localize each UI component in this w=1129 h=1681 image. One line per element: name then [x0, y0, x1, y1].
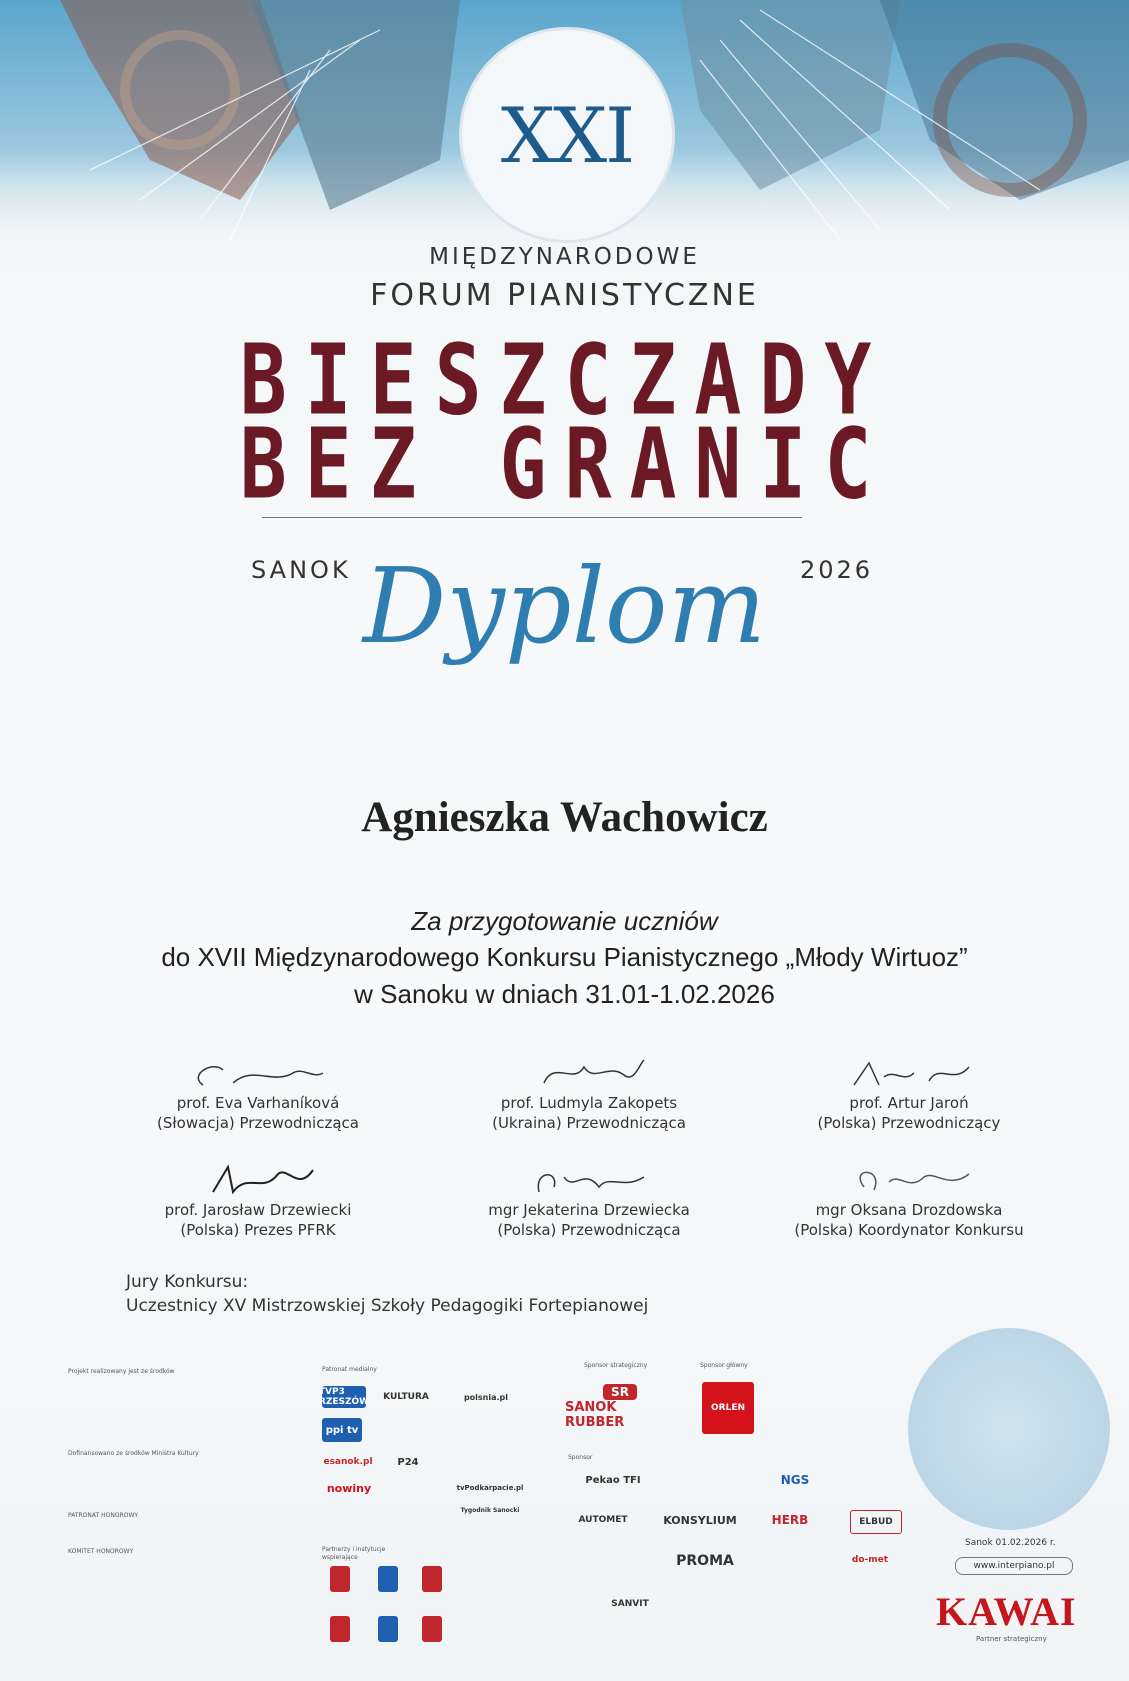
strategic-sponsor-label: Sponsor strategiczny	[584, 1362, 648, 1369]
handwritten-signature	[183, 1162, 333, 1200]
signatory-name: prof. Jarosław Drzewiecki	[164, 1201, 352, 1219]
kultura-logo: KULTURA	[383, 1392, 429, 1402]
jury-label: Jury Konkursu:	[126, 1272, 249, 1292]
sanvit-logo: SANVIT	[611, 1599, 649, 1609]
coat-of-arms-icon	[330, 1566, 350, 1592]
kawai-logo: KAWAI	[936, 1589, 1077, 1634]
issue-date: Sanok 01.02.2026 r.	[965, 1538, 1056, 1548]
nowiny-logo: nowiny	[326, 1481, 372, 1495]
edition-badge	[462, 30, 672, 240]
city-label: SANOK	[251, 556, 351, 584]
herb-logo: HERB	[771, 1513, 809, 1527]
sponsor-logos-area: Projekt realizowany jest ze środków Dofinansowano ze środków Ministra Kultury PATRONAT HONOROWY KOMITET HONOROWY Patronat medialny Partnerzy i instytucje wspierające Sponsor strategiczny Sponsor główny Sponsor SR SANOK RUBBER ORLEN TVP3 RZESZÓW KULTURA polsnia.pl ppi tv esanok.pl P24 nowiny tvPodkarpacie.pl Tygodnik Sanocki Pekao TFI NGS AUTOMET KONSYLIUM HERB ELBUD PROMA do-met SANVIT	[60, 1360, 1120, 1660]
ngs-logo: NGS	[780, 1473, 810, 1487]
title-line-1: BIESZCZADY	[239, 324, 890, 438]
signatory-name: mgr Jekaterina Drzewiecka	[488, 1201, 690, 1219]
tygodnik-sanocki-logo: Tygodnik Sanocki	[460, 1506, 520, 1514]
signature-block	[98, 1162, 418, 1240]
signature-block	[98, 1055, 418, 1133]
signatory-role: (Polska) Przewodniczący	[817, 1114, 1001, 1132]
signatory-role: (Polska) Przewodnicząca	[497, 1221, 681, 1239]
recipient-name: Agnieszka Wachowicz	[361, 794, 768, 841]
edition-number: XXI	[500, 90, 634, 180]
partners-label: Partnerzy i instytucje wspierające	[322, 1546, 386, 1561]
coat-of-arms-icon	[422, 1566, 442, 1592]
signatory-role: (Ukraina) Przewodnicząca	[492, 1114, 686, 1132]
document-type-title: Dyplom	[362, 545, 767, 667]
kicker-line-2: FORUM PIANISTYCZNE	[370, 278, 759, 313]
sponsor-label: Sponsor	[568, 1454, 593, 1461]
reason-line-3: w Sanoku w dniach 31.01-1.02.2026	[354, 979, 775, 1009]
signatory-name: prof. Eva Varhaníková	[176, 1094, 340, 1112]
partner-label: Partner strategiczny	[976, 1635, 1047, 1643]
signature-block	[429, 1162, 749, 1240]
signature-block	[429, 1055, 749, 1133]
signatory-role: (Polska) Prezes PFRK	[180, 1221, 336, 1239]
coat-of-arms-icon	[330, 1616, 350, 1642]
divider	[262, 517, 802, 518]
automet-logo: AUTOMET	[578, 1515, 628, 1525]
signatory-name: prof. Artur Jaroń	[849, 1094, 969, 1112]
polsnia-logo: polsnia.pl	[463, 1392, 509, 1402]
signatory-name: prof. Ludmyla Zakopets	[500, 1094, 678, 1112]
main-sponsor-label: Sponsor główny	[700, 1362, 748, 1369]
signature-block	[749, 1162, 1069, 1240]
tvpodkarpacie-logo: tvPodkarpacie.pl	[456, 1484, 524, 1492]
orlen-logo: ORLEN	[702, 1382, 754, 1434]
website-url: www.interpiano.pl	[955, 1557, 1073, 1575]
p24-logo: P24	[397, 1456, 419, 1468]
handwritten-signature	[834, 1162, 984, 1200]
konsylium-logo: KONSYLIUM	[663, 1513, 737, 1527]
pekao-tfi-logo: Pekao TFI	[585, 1474, 641, 1486]
coat-of-arms-icon	[378, 1566, 398, 1592]
handwritten-signature	[514, 1162, 664, 1200]
signature-block	[749, 1055, 1069, 1133]
honorary-committee-label: KOMITET HONOROWY	[68, 1548, 134, 1555]
reason-line-2: do XVII Międzynarodowego Konkursu Pianistycznego „Młody Wirtuoz”	[161, 942, 968, 972]
signatory-role: (Polska) Koordynator Konkursu	[794, 1221, 1024, 1239]
signatory-role: (Słowacja) Przewodnicząca	[157, 1114, 359, 1132]
tvp3-logo: TVP3 RZESZÓW	[318, 1387, 370, 1407]
handwritten-signature	[183, 1055, 333, 1093]
signatory-name: mgr Oksana Drozdowska	[815, 1201, 1003, 1219]
ppi-tv-logo: ppi tv	[322, 1418, 362, 1442]
coat-of-arms-icon	[422, 1616, 442, 1642]
do-met-logo: do-met	[851, 1555, 889, 1565]
proma-logo: PROMA	[676, 1553, 734, 1569]
media-label: Patronat medialny	[322, 1366, 377, 1373]
year-label: 2026	[800, 556, 874, 584]
reason-line-1: Za przygotowanie uczniów	[411, 906, 718, 936]
elbud-logo: ELBUD	[850, 1510, 902, 1534]
esanok-logo: esanok.pl	[323, 1457, 373, 1467]
coat-of-arms-icon	[378, 1616, 398, 1642]
title-line-2: BEZ GRANIC	[239, 408, 890, 522]
stamp-seal	[908, 1328, 1110, 1530]
handwritten-signature	[834, 1055, 984, 1093]
handwritten-signature	[514, 1055, 664, 1093]
honorary-patronage-label: PATRONAT HONOROWY	[68, 1512, 139, 1519]
jury-text: Uczestnicy XV Mistrzowskiej Szkoły Pedagogiki Fortepianowej	[126, 1296, 649, 1316]
sanok-rubber-logo: SR SANOK RUBBER	[565, 1380, 675, 1434]
kicker-line-1: MIĘDZYNARODOWE	[429, 244, 700, 270]
